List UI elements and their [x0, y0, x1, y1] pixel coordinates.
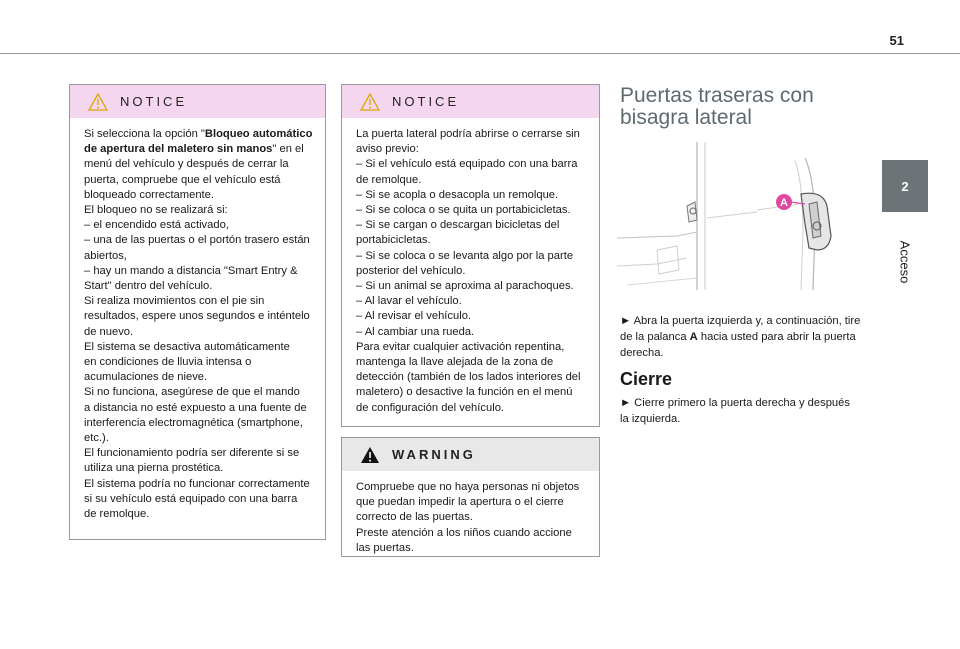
notice-line: [84, 233, 315, 248]
notice-box-2: [341, 84, 600, 427]
notice-line: [84, 461, 315, 476]
instruction-close: [620, 395, 850, 427]
notice-line: [84, 446, 315, 461]
warning-body: [342, 471, 599, 564]
bold-text: Bloqueo automático: [204, 128, 313, 140]
notice-line: – Si el vehículo está equipado con una barra: [356, 158, 578, 171]
page-number: 51: [889, 33, 904, 48]
instruction-line: ► Cierre primero la puerta derecha y después: [620, 397, 850, 409]
notice-line: de configuración del vehículo.: [356, 401, 505, 414]
notice-line: [84, 431, 315, 446]
warning-line: Compruebe que no haya personas ni objetos: [356, 481, 580, 493]
text-run: " en el: [272, 143, 304, 156]
text-run: El bloqueo no se realizará si:: [84, 204, 228, 217]
notice-line: [84, 309, 315, 324]
section-title-line: bisagra lateral: [620, 106, 752, 129]
rear-door-lever-illustration: [617, 140, 842, 300]
text-run: Si realiza movimientos con el pie sin: [84, 295, 265, 308]
notice-line: [84, 385, 315, 400]
warning-box: [341, 437, 600, 557]
text-run: a distancia no esté expuesto a una fuente de: [84, 401, 307, 414]
notice-line: – Al lavar el vehículo.: [356, 295, 462, 308]
caution-triangle-icon: [88, 93, 108, 111]
instruction-open: [620, 313, 860, 361]
text-run: de remolque.: [84, 508, 150, 521]
text-run: hacia usted para abrir la puerta: [697, 331, 856, 343]
text-run: resultados, espere unos segundos e inténtelo: [84, 310, 310, 323]
notice-line: [84, 325, 315, 340]
warning-triangle-icon: [360, 446, 380, 464]
text-run: de la palanca: [620, 331, 690, 343]
instruction-line: [620, 329, 860, 345]
text-run: utiliza una pierna prostética.: [84, 462, 224, 475]
text-run: si su vehículo está equipado con una barra: [84, 492, 298, 505]
header-rule: [0, 53, 960, 54]
caution-triangle-icon: [360, 93, 380, 111]
notice-line: Para evitar cualquier activación repentina,: [356, 340, 565, 353]
text-run: interferencia electromagnética (smartphone,: [84, 416, 303, 429]
notice-line: [84, 294, 315, 309]
warning-line: Preste atención a los niños cuando accione: [356, 526, 572, 539]
callout-a-label: A: [780, 197, 788, 209]
text-run: ► Abra la puerta izquierda y, a continuación, tire: [620, 315, 861, 327]
text-run: etc.).: [84, 432, 109, 445]
notice-line: posterior del vehículo.: [356, 264, 466, 277]
notice-box-1: [69, 84, 326, 540]
notice-line: [84, 507, 315, 522]
notice-body-1: [70, 118, 325, 530]
warning-heading: WARNING: [392, 447, 476, 462]
instruction-line: la izquierda.: [620, 413, 681, 425]
text-run: Start" dentro del vehículo.: [84, 280, 213, 293]
text-run: – hay un mando a distancia "Smart Entry &: [84, 264, 298, 277]
chapter-label: Acceso: [897, 240, 913, 284]
bold-text: A: [689, 331, 698, 343]
text-run: en condiciones de lluvia intensa o: [84, 356, 252, 369]
notice-line: [84, 142, 315, 157]
notice-line: [84, 401, 315, 416]
text-run: derecha.: [620, 347, 664, 359]
text-run: El sistema podría no funcionar correctamente: [84, 477, 310, 490]
notice-heading: NOTICE: [120, 94, 188, 109]
warning-line: las puertas.: [356, 541, 414, 554]
notice-line: [84, 279, 315, 294]
notice-line: mantenga la llave alejada de la zona de: [356, 356, 554, 369]
text-run: El sistema se desactiva automáticamente: [84, 340, 290, 353]
notice-line: [84, 370, 315, 385]
notice-line: [84, 218, 315, 233]
notice-line: – Si se coloca o se quita un portabicicletas.: [356, 204, 571, 217]
text-run: de nuevo.: [84, 325, 134, 338]
notice-header-2: [342, 85, 599, 118]
notice-line: [84, 157, 315, 172]
notice-line: [84, 173, 315, 188]
notice-header-1: [70, 85, 325, 118]
notice-line: [84, 355, 315, 370]
chapter-tab[interactable]: 2: [882, 160, 928, 212]
notice-line: [84, 127, 315, 142]
warning-line: correcto de las puertas.: [356, 511, 473, 524]
notice-line: [84, 203, 315, 218]
text-run: abiertos,: [84, 249, 127, 262]
notice-line: La puerta lateral podría abrirse o cerrarse sin: [356, 128, 580, 140]
notice-line: [84, 249, 315, 264]
warning-line: que puedan impedir la apertura o el cierre: [356, 496, 564, 509]
text-run: acumulaciones de nieve.: [84, 371, 208, 384]
text-run: – el encendido está activado,: [84, 219, 229, 232]
notice-line: [84, 264, 315, 279]
notice-line: [84, 477, 315, 492]
notice-line: portabicicletas.: [356, 234, 431, 247]
text-run: Si no funciona, asegúrese de que el mando: [84, 386, 300, 399]
notice-line: detección (también de los lados interiores del: [356, 371, 581, 384]
subsection-title: Cierre: [620, 369, 673, 389]
notice-line: [84, 188, 315, 203]
notice-line: aviso previo:: [356, 143, 419, 156]
warning-header: [342, 438, 599, 471]
text-run: bloqueado correctamente.: [84, 188, 214, 201]
text-run: menú del vehículo y después de cerrar la: [84, 158, 289, 171]
instruction-line: [620, 313, 860, 329]
text-run: El funcionamiento podría ser diferente si se: [84, 447, 300, 460]
notice-line: – Al revisar el vehículo.: [356, 310, 472, 323]
text-run: Si selecciona la opción ": [84, 128, 205, 140]
section-title: [620, 85, 814, 129]
notice-line: [84, 416, 315, 431]
notice-line: – Si se cargan o descargan bicicletas del: [356, 219, 560, 232]
notice-line: – Si un animal se aproxima al parachoques.: [356, 280, 574, 293]
section-title-line: Puertas traseras con: [620, 84, 814, 107]
notice-line: maletero) o desactive la función en el menú: [356, 386, 573, 399]
notice-line: [84, 492, 315, 507]
notice-line: – Al cambiar una rueda.: [356, 325, 475, 338]
notice-line: – Si se coloca o se levanta algo por la parte: [356, 249, 574, 262]
notice-line: [84, 340, 315, 355]
bold-text: de apertura del maletero sin manos: [84, 143, 273, 156]
instruction-line: [620, 345, 860, 361]
notice-heading: NOTICE: [392, 94, 460, 109]
text-run: – una de las puertas o el portón trasero están: [84, 234, 310, 247]
notice-line: – Si se acopla o desacopla un remolque.: [356, 188, 559, 201]
notice-line: de remolque.: [356, 173, 422, 186]
notice-body-2: [342, 118, 599, 424]
text-run: puerta, compruebe que el vehículo está: [84, 173, 281, 186]
